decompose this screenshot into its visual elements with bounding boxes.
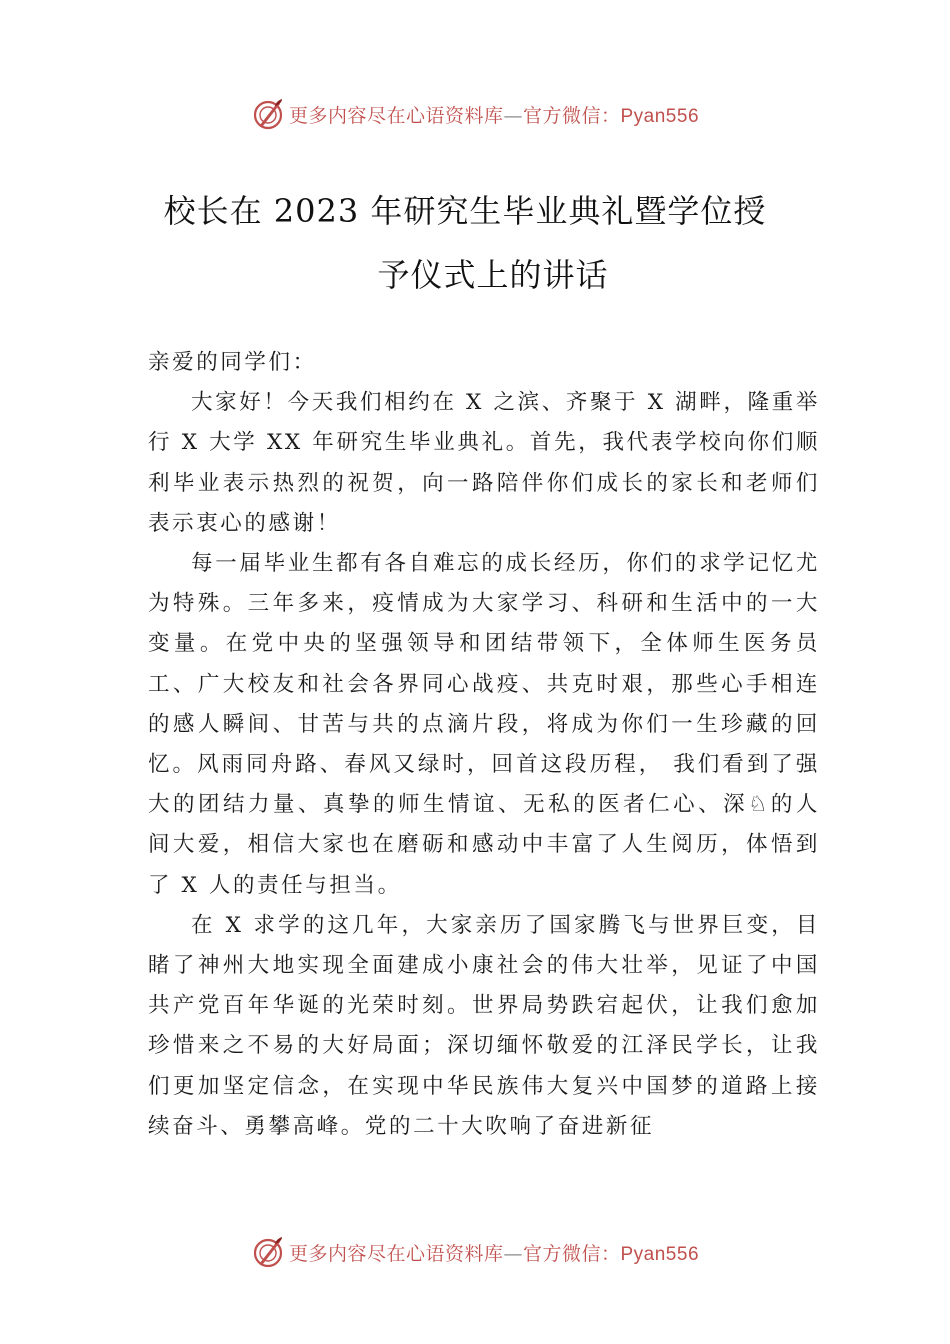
- document-body: [148, 343, 820, 1147]
- document-title-line-2: 予仪式上的讲话: [377, 256, 609, 294]
- header-separator: —: [503, 104, 523, 127]
- quill-pen-logo-icon: [251, 97, 285, 131]
- header-wechat-id: Pyan556: [620, 105, 700, 127]
- header-watermark-text: [289, 101, 699, 128]
- paragraph-2: 每一届毕业生都有各自难忘的成长经历，你们的求学记忆尤为特殊。三年多来，疫情成为大家学习、科研和生活中的一大变量。在党中央的坚强领导和团结带领下，全体师生医务员工、广大校友和社会各界同心战疫、共克时艰，那些心手相连的感人瞬间、甘苦与共的点滴片段，将成为你们一生珍藏的回忆。风雨同舟路、春风又绿时，回首这段历程， 我们看到了强大的团结力量、真挚的师生情谊、无私的医者仁心、深♘的人间大爱，相信大家也在磨砺和感动中丰富了人生阅历，体悟到了 X 人的责任与担当。: [148, 551, 820, 898]
- paragraph-3: 在 X 求学的这几年，大家亲历了国家腾飞与世界巨变，目睹了神州大地实现全面建成小康社会的伟大壮举，见证了中国共产党百年华诞的光荣时刻。世界局势跌宕起伏，让我们愈加珍惜来之不易的大好局面；深切缅怀敬爱的江泽民学长，让我们更加坚定信念，在实现中华民族伟大复兴中国梦的道路上接续奋斗、勇攀高峰。党的二十大吹响了奋进新征: [148, 912, 820, 1139]
- footer-separator: —: [503, 1242, 523, 1265]
- footer-wechat-id: Pyan556: [620, 1243, 700, 1265]
- footer-watermark: [0, 1232, 950, 1272]
- footer-brand: 更多内容尽在心语资料库: [288, 1242, 504, 1265]
- quill-pen-logo-icon: [251, 1235, 285, 1269]
- document-title-line-1: 校长在 2023 年研究生毕业典礼暨学位授: [163, 192, 767, 230]
- header-wechat-label: 官方微信：: [522, 104, 621, 127]
- footer-wechat-label: 官方微信：: [522, 1242, 621, 1265]
- header-watermark: [0, 94, 950, 134]
- salutation: 亲爱的同学们：: [148, 350, 317, 375]
- paragraph-1: 大家好！今天我们相约在 X 之滨、齐聚于 X 湖畔，隆重举行 X 大学 XX 年研究生毕业典礼。首先，我代表学校向你们顺利毕业表示热烈的祝贺，向一路陪伴你们成长的家长和老师们表示衷心的感谢！: [148, 390, 820, 536]
- header-brand: 更多内容尽在心语资料库: [288, 104, 504, 127]
- footer-watermark-text: [289, 1239, 699, 1266]
